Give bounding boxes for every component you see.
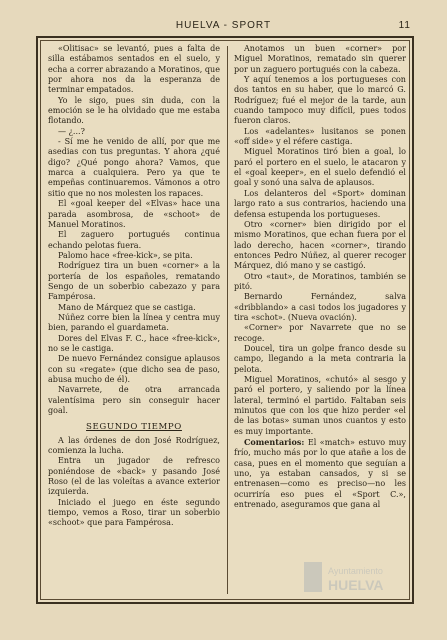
paragraph: Anotamos un buen «corner» por Miguel Moratinos, rematado sin querer por un zaguero portugués con la cabeza. (234, 44, 406, 74)
page-number: 11 (398, 20, 411, 31)
paragraph: Miguel Moratinos, «chutó» al sesgo y paró el portero, y saliendo por la línea lateral, terminó el partido. Faltaban seis minutos que con los que hizo perder «el de las botas» suman unos cuantos y esto es muy importante. (234, 375, 406, 436)
right-column (234, 44, 406, 600)
paragraph: Rodríguez tira un buen «corner» a la portería de los españoles, rematando Sengo de un soberbio cabezazo y para Fampérosa. (48, 261, 220, 302)
paragraph: Dores del Elvas F. C., hace «free-kick», no se le castiga. (48, 333, 220, 353)
paragraph: Núñez corre bien la línea y centra muy bien, parando el guardameta. (48, 312, 220, 333)
paragraph: Y aquí tenemos a los portugueses con dos tantos en su haber, que lo marcó G. Rodríguez; fué el mejor de la tarde, aun cuando tampoco muy difícil, pues todos fueron claros. (234, 75, 406, 126)
paragraph: - Sí me he venido de allí, por que me asedias con tus preguntas. Y ahora ¿qué digo? ¿Qué pongo ahora? Vamos, que marca a cualquiera. Pero ya que te empeñas continuaremos. Vámonos a otro sitio que no nos molesten los rapaces. (48, 137, 220, 198)
publication-title: HUELVA - SPORT (175, 20, 272, 31)
column-divider (227, 46, 228, 594)
article-frame (36, 36, 414, 604)
comments-paragraph (234, 437, 406, 510)
paragraph: — ¿...? (58, 126, 85, 136)
paragraph: Otro «taut», de Moratinos, también se pitó. (234, 271, 406, 291)
paragraph: Navarrete, de otra arrancada valentísima pero sin conseguir hacer goal. (48, 385, 220, 416)
paragraph: A las órdenes de don José Rodríguez, comienza la lucha. (48, 435, 220, 456)
section-heading: SEGUNDO TIEMPO (86, 422, 182, 433)
paragraph: El «goal keeper del «Elvas» hace una parada asombrosa, de «schoot» de Manuel Moratinos. (48, 199, 220, 229)
paragraph: Iniciado el juego en éste segundo tiempo, vemos a Roso, tirar un soberbio «schoot» que para Fampérosa. (48, 497, 220, 528)
paragraph: Entra un jugador de refresco poniéndose de «back» y pasando José Roso (el de las voleítas a avance exterior izquierda. (48, 456, 220, 497)
paragraph: Otro «corner» bien dirigido por el mismo Moratinos, que echan fuera por el lado derecho, hacen «corner», tirando entonces Pedro Núñez, al querer recoger Márquez, dió mano y se castigó. (234, 219, 406, 271)
paragraph: Miguel Moratinos tiró bien a goal, lo paró el portero en el suelo, le atacaron y el «goal keeper», en el suelo defendió el goal y sonó una salva de aplausos. (234, 147, 406, 188)
left-column (48, 44, 220, 600)
paragraph: De nuevo Fernández consigue aplausos con su «regate» (que dicho sea de paso, abusa mucho de él). (48, 354, 220, 384)
paragraph: «Corner» por Navarrete que no se recoge. (234, 323, 406, 343)
paragraph: Doucel, tira un golpe franco desde su campo, llegando a la meta contraria la pelota. (234, 343, 406, 374)
paragraph: Mano de Márquez que se castiga. (58, 302, 196, 312)
paragraph: El zaguero portugués continua echando pelotas fuera. (48, 230, 220, 250)
paragraph: «Olitisac» se levantó, pues a falta de silla estábamos sentados en el suelo, y echa a correr abrazando a Moratinos, que por ahora nos da la esperanza de terminar empatados. (48, 44, 220, 95)
comments-label: Comentarios: (244, 437, 305, 448)
paragraph: Yo le sigo, pues sin duda, con la emoción se le ha olvidado que me estaba flotando. (48, 95, 220, 126)
paragraph: Los delanteros del «Sport» dominan largo rato a sus contrarios, haciendo una defensa estupenda los portugueses. (234, 188, 406, 219)
paragraph: Los «adelantes» lusitanos se ponen «off side» y el réfere castiga. (234, 126, 406, 147)
comments-text: El «match» estuvo muy frío, mucho más por lo que atañe a los de casa, pues en el momento que seguían a uno, ya estaban cansados, y si se entrenasen—como es preciso—no les ocurriría eso pues el «Sport C.», entrenado, aseguramos que gana al (234, 438, 406, 510)
paragraph: Bernardo Fernández, salva «dribblando» a casi todos los jugadores y tira «schot». (Nueva ovación). (234, 292, 406, 322)
paragraph: Palomo hace «free-kick», se pita. (58, 250, 193, 260)
page-header (36, 20, 411, 34)
